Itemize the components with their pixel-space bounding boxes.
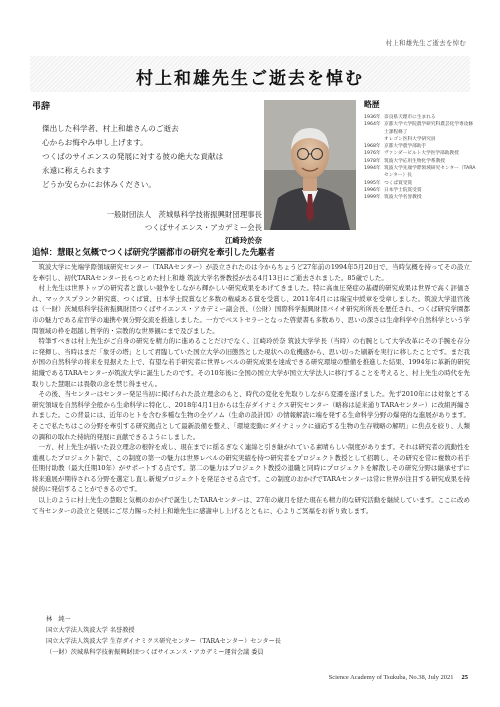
condolence-signature	[90, 208, 262, 247]
condolence-line: 心からお悔やみ申し上げます。	[42, 138, 148, 147]
author-block	[46, 614, 281, 658]
biography-text: 日本学士院賞受賞	[384, 187, 422, 193]
signature-org: 一般財団法人 茨城県科学技術振興財団理事長	[106, 210, 262, 219]
biography-text: 筑波大学先端学際領域研究センター（TARAセンター）長	[384, 166, 476, 179]
journal-name: Science Academy of Tsukuba, No.38, July 2021	[328, 674, 454, 681]
condolence-heading: 弔辞	[32, 102, 51, 112]
biography-year	[364, 136, 384, 143]
condolence-message	[42, 122, 252, 192]
condolence-line: つくばのサイエンスの発展に対する彼の絶大な貢献は	[42, 152, 224, 161]
biography-item	[364, 143, 476, 150]
page-footer	[329, 674, 468, 681]
tribute-paragraph	[32, 283, 470, 336]
signature-org: つくばサイエンス・アカデミー会長	[144, 223, 262, 232]
tribute-paragraph	[32, 495, 470, 516]
tribute-paragraph	[32, 389, 470, 442]
tribute-paragraph	[32, 442, 470, 495]
biography-item	[364, 121, 476, 136]
page-number: 25	[461, 674, 468, 681]
biography-text: ヴァンダービルト大学医学部助教授	[384, 151, 459, 157]
biography-text: 京都大学農学部助手	[384, 144, 427, 150]
tribute-paragraph-text: 特筆すべきは村上先生がご自身の研究を精力的に進めることだけでなく、江崎玲於奈 筑波大学学長（当時）の右腕として大学改革にその手腕を存分に発揮し、当時はまだ「象牙の塔」として君臨していた国立大学の旧態然とした現状への危機感から、思い切った刷新を実行に移したことです。まだ我が国の自然科学の将来を見据えた上で、有望な若手研究者に世界レベルの研究成果を達成できる研究環境の整備を推進した結果、1994年に革新的研究組織であるTARAセンターが筑波大学に誕生したのです。その10年後に全国の国立大学が国立大学法人に移行することを考えると、村上先生の時代を先取りした慧眼には畏敬の念を禁じ得ません。	[32, 337, 470, 388]
running-head: 村上和雄先生ご逝去を悼む	[385, 39, 466, 47]
biography-text: オレゴン医科大学研究員	[384, 136, 436, 142]
page-title: 村上和雄先生ご逝去を悼む	[136, 69, 364, 89]
biography-item	[364, 114, 476, 121]
author-name: 林 純一	[46, 616, 71, 623]
biography-year: 1994年	[364, 166, 381, 172]
biography-text: 京都大学大学院農学研究科農芸化学専攻修士課程修了	[384, 122, 474, 135]
biography-year: 1936年	[364, 115, 381, 120]
tribute-paragraph	[32, 336, 470, 389]
tribute-body	[32, 262, 470, 516]
tribute-paragraph-text: 以上のように村上先生の慧眼と気概のおかげで誕生したTARAセンターは、27年の歳月を経た現在も精力的な研究活動を継続しています。ここに改めて当センターの設立と発展にご尽力賜った村上和雄先生に感謝申し上げるとともに、心よりご冥福をお祈り致します。	[32, 496, 470, 515]
author-affiliation: 国立大学法人筑波大学 生存ダイナミクス研究センター（TARAセンター）センター長	[46, 638, 281, 645]
biography-item	[364, 136, 476, 143]
condolence-line: 永遠に称えられます	[42, 166, 111, 175]
tribute-paragraph-text: 村上先生は世界トップの研究者と激しい競争をしながら輝かしい研究成果をあげてきました。特に高血圧発症の基礎的研究成果は世界で高く評価され、マックスプランク研究賞、つくば賞、日本学士院賞など多数の権威ある賞を受賞し、2011年4月には瑞宝中綬章を受章しました。筑波大学退官後は（一財）茨城県科学技術振興財団つくばサイエンス・アカデミー副会長、（公財）国際科学振興財団バイオ研究所所長を歴任され、つくば研究学園都市の魅力である産官学の連携や異分野交流を推進しました。一方でベストセラーとなった啓蒙書も多数あり、思いの深さは生命科学や自然科学という学問領域の枠を超越し哲学的・宗教的な世界観にまで及びました。	[32, 284, 470, 335]
biography-item	[364, 150, 476, 157]
biography-year: 1976年	[364, 151, 381, 157]
condolence-line: 傑出した科学者、村上和雄さんのご逝去	[42, 124, 179, 133]
biography-text: つくば賞受賞	[384, 180, 413, 186]
biography	[364, 99, 476, 202]
biography-year: 1999年	[364, 195, 381, 201]
biography-year: 1978年	[364, 158, 381, 164]
tribute-paragraph-text: 筑波大学に先端学際領域研究センター（TARAセンター）が設立されたのは今からちょうど27年前の1994年5月20日で、当時気概を持ってその設立を牽引し、初代TARAセンター長もつとめた村上和雄 筑波大学名誉教授が去る4月13日にご逝去されました。85歳でした。	[32, 263, 470, 282]
tribute-title: 追悼：慧眼と気概でつくば研究学園都市の研究を牽引した先駆者	[32, 246, 472, 262]
title-band	[30, 56, 470, 92]
biography-year: 1968年	[364, 144, 381, 150]
signature-name: 江崎玲於奈	[225, 236, 262, 245]
tribute-paragraph	[32, 262, 470, 283]
biography-text: 奈良県天理市に生まれる	[384, 115, 436, 120]
biography-item	[364, 158, 476, 165]
biography-heading: 略歴	[364, 100, 380, 109]
biography-text: 筑波大学応用生物化学系教授	[384, 158, 445, 164]
biography-item	[364, 180, 476, 187]
biography-year: 1996年	[364, 187, 381, 193]
biography-year: 1964年	[364, 122, 381, 128]
biography-text: 筑波大学名誉教授	[384, 195, 422, 201]
biography-item	[364, 165, 476, 180]
tribute-paragraph-text: 一方、村上先生が描いた設立理念の根幹を成し、現在までに揺るぎなく連綿と引き継がれている素晴らしい制度があります。それは研究者の流動性を重視したプロジェクト制で、この制度の第一の魅力は世界レベルの研究実績を持つ研究者をプロジェクト教授として招聘し、その研究を常に複数の若手任期付助教（最大任期10年）がサポートする点です。第二の魅力はプロジェクト教授の退職と同時にプロジェクトを解散しその研究分野は継承せずに将来進展が期待される分野を選定し直し新規プロジェクトを発足させる点です。この制度のおかげでTARAセンターは常に世界が注目する研究成果を持続的に発信することができるのです。	[32, 443, 470, 494]
portrait-photo	[264, 100, 356, 230]
condolence-line: どうか安らかにお休みください。	[42, 180, 156, 189]
biography-item	[364, 194, 476, 201]
biography-item	[364, 187, 476, 194]
author-affiliation: 国立大学法人筑波大学 名誉教授	[46, 627, 135, 634]
tribute-paragraph-text: その後、当センターはセンター発足当初に掲げられた設立理念のもと、時代の変化を先取りしながら変遷を遂げました。先ず2010年には対象とする研究領域を自然科学全般から生命科学に特化し、2018年4月1日からは生存ダイナミクス研究センター（略称は従来通りTARAセンター）に改組再編されました。この背景には、近年のヒトを含む多種な生物の全ゲノム（生命の設計図）の情報解読に端を発する生命科学分野の爆発的な進展があります。そこで私たちはこの分野を牽引する研究拠点として最新設備を整え、「環境変動にダイナミックに適応する生物の生存戦略の解明」に焦点を絞り、人類の調和の取れた持続的発展に貢献できるようにしました。	[32, 390, 470, 441]
biography-year: 1995年	[364, 180, 381, 186]
author-affiliation: （一財）茨城県科学技術振興財団つくばサイエンス・アカデミー運営会議 委員	[46, 649, 264, 656]
